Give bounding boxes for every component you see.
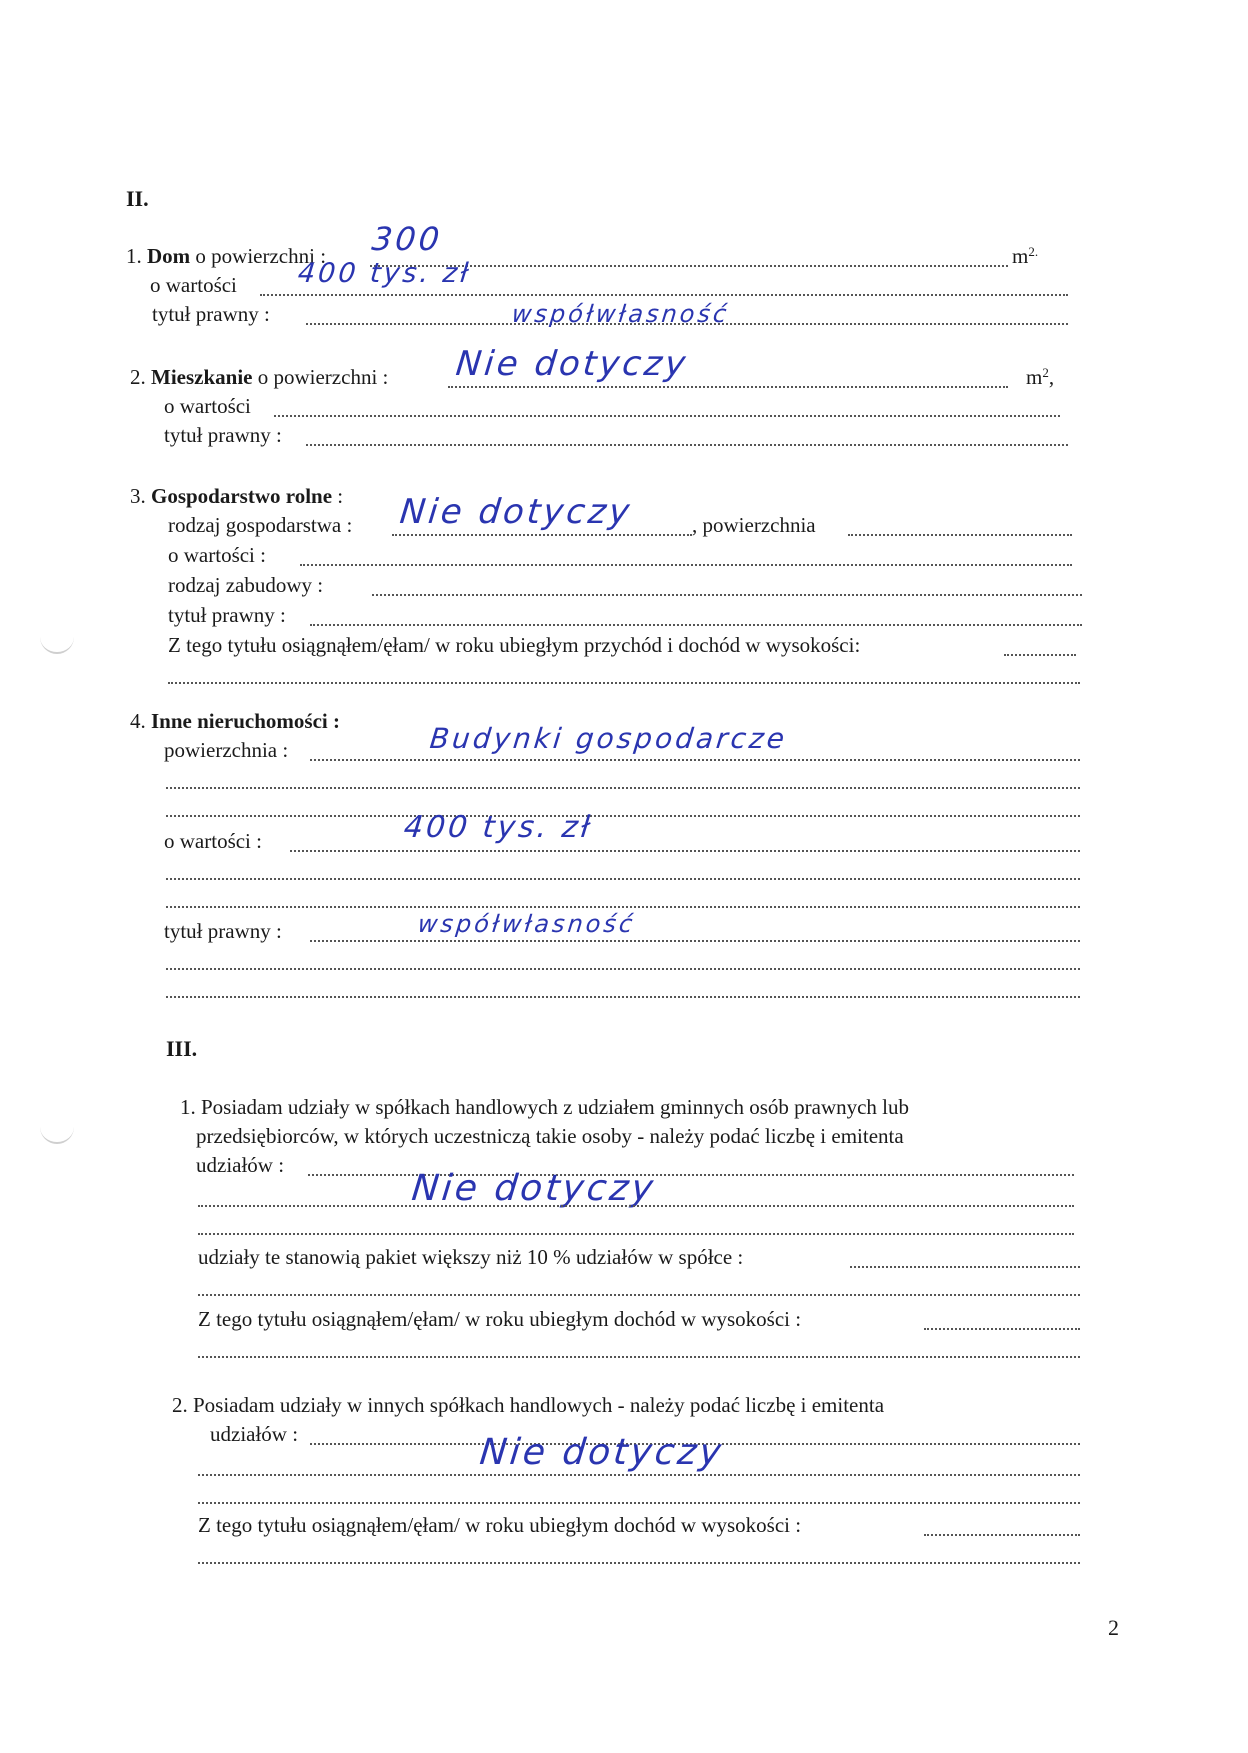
s3-item1-shares-dots-2 [198,1205,1074,1207]
item3-value-dots [300,564,1072,566]
item3-area-label: , powierzchnia [692,513,816,537]
s3-item2-income-dots [924,1534,1080,1536]
section-iii-heading: III. [166,1036,198,1061]
item4-title-value: współwłasność [416,910,637,938]
item2-area-value: Nie dotyczy [453,344,691,384]
item2-number: 2. [130,365,146,389]
page-number: 2 [1108,1615,1119,1640]
item4-area-value: Budynki gospodarcze [428,722,789,755]
item4-number: 4. [130,709,146,733]
s3-item1-income-dots [924,1328,1080,1330]
item1-title-label: tytuł prawny : [152,302,270,326]
item2-unit-text: m [1026,365,1043,389]
s3-item1-line1 [180,1094,909,1120]
item2-area-line [130,364,388,390]
s3-item2-number: 2. [172,1393,188,1417]
item4-value-dots-3 [166,906,1080,908]
item1-unit-text: m [1012,244,1029,268]
s3-item1-package-label: udziały te stanowią pakiet większy niż 10 % udziałów w spółce : [198,1245,744,1269]
item4-value-label: o wartości : [164,829,262,853]
item4-area-dots-2 [166,787,1080,789]
item1-number: 1. [126,244,142,268]
s3-item1-text1: Posiadam udziały w spółkach handlowych z udziałem gminnych osób prawnych lub [201,1095,910,1119]
item3-heading-line [130,483,343,509]
s3-item2-income-label: Z tego tytułu osiągnąłem/ęłam/ w roku ubiegłym dochód w wysokości : [198,1513,802,1537]
s3-item2-shares-value: Nie dotyczy [477,1432,726,1473]
s3-item1-package-dots-2 [198,1294,1080,1296]
item2-value-label: o wartości [164,394,251,418]
item3-number: 3. [130,484,146,508]
item1-area-value: 300 [370,220,445,258]
item4-value-value: 400 tys. zł [402,810,595,845]
s3-item1-shares-dots-3 [198,1233,1074,1235]
item1-area-line [126,243,326,269]
item3-type-value: Nie dotyczy [397,492,635,532]
item3-title: Gospodarstwo rolne [151,484,333,508]
item4-area-dots-3 [166,815,1080,817]
punch-hole-mark [40,1116,74,1144]
item4-title: Inne nieruchomości : [151,709,340,733]
item3-title-label: tytuł prawny : [168,603,286,627]
item2-unit-suffix: , [1048,365,1055,389]
item2-area-unit [1026,364,1054,390]
item3-area-dots [848,534,1072,536]
s3-item1-package-dots [850,1266,1080,1268]
item1-title: Dom [147,244,191,268]
s3-item2-line1 [172,1392,884,1418]
item2-value-dots [274,415,1060,417]
item1-value-value: 400 tys. zł [296,258,473,289]
item2-title: Mieszkanie [151,365,253,389]
item3-income-dots-2 [168,682,1080,684]
item3-type-dots [392,534,692,536]
item1-title-value: współwłasność [510,300,731,328]
item3-income-label: Z tego tytułu osiągnąłem/ęłam/ w roku ubiegłym przychód i dochód w wysokości: [168,633,861,657]
section-ii-heading: II. [126,186,149,211]
s3-item2-income-dots-2 [198,1562,1080,1564]
item4-title-label: tytuł prawny : [164,919,282,943]
item3-income-dots [1004,654,1076,656]
item4-value-dots-2 [166,878,1080,880]
item1-area-label: o powierzchni : [195,244,327,268]
item3-buildings-dots [372,594,1082,596]
item1-value-label: o wartości [150,273,237,297]
s3-item1-shares-label: udziałów : [196,1153,285,1177]
item2-area-label: o powierzchni : [257,365,389,389]
item4-area-dots [310,759,1080,761]
item4-area-label: powierzchnia : [164,738,289,762]
s3-item1-shares-value: Nie dotyczy [409,1168,658,1209]
item1-value-dots [260,294,1068,296]
item2-area-dots [448,386,1008,388]
item4-value-dots [290,850,1080,852]
item4-title-dots [310,940,1080,942]
s3-item1-number: 1. [180,1095,196,1119]
s3-item2-shares-dots-3 [198,1502,1080,1504]
item3-buildings-label: rodzaj zabudowy : [168,573,324,597]
s3-item1-line2: przedsiębiorców, w których uczestniczą takie osoby - należy podać liczbę i emitenta [196,1124,904,1148]
item1-unit-sup: 2. [1028,244,1039,259]
s3-item2-text1: Posiadam udziały w innych spółkach handlowych - należy podać liczbę i emitenta [193,1393,885,1417]
s3-item2-shares-dots-2 [198,1474,1080,1476]
s3-item1-income-label: Z tego tytułu osiągnąłem/ęłam/ w roku ubiegłym dochód w wysokości : [198,1307,802,1331]
s3-item2-shares-label: udziałów : [210,1422,299,1446]
item4-title-dots-3 [166,996,1080,998]
s3-item1-income-dots-2 [198,1356,1080,1358]
item4-heading-line [130,708,340,734]
item2-title-dots [306,444,1068,446]
item3-type-label: rodzaj gospodarstwa : [168,513,353,537]
item2-unit-sup: 2 [1042,365,1049,380]
item3-title-dots [310,624,1082,626]
item3-value-label: o wartości : [168,543,266,567]
item1-area-unit [1012,243,1038,269]
item3-title-suffix: : [332,484,344,508]
item4-title-dots-2 [166,968,1080,970]
punch-hole-mark [40,626,74,654]
item2-title-label: tytuł prawny : [164,423,282,447]
